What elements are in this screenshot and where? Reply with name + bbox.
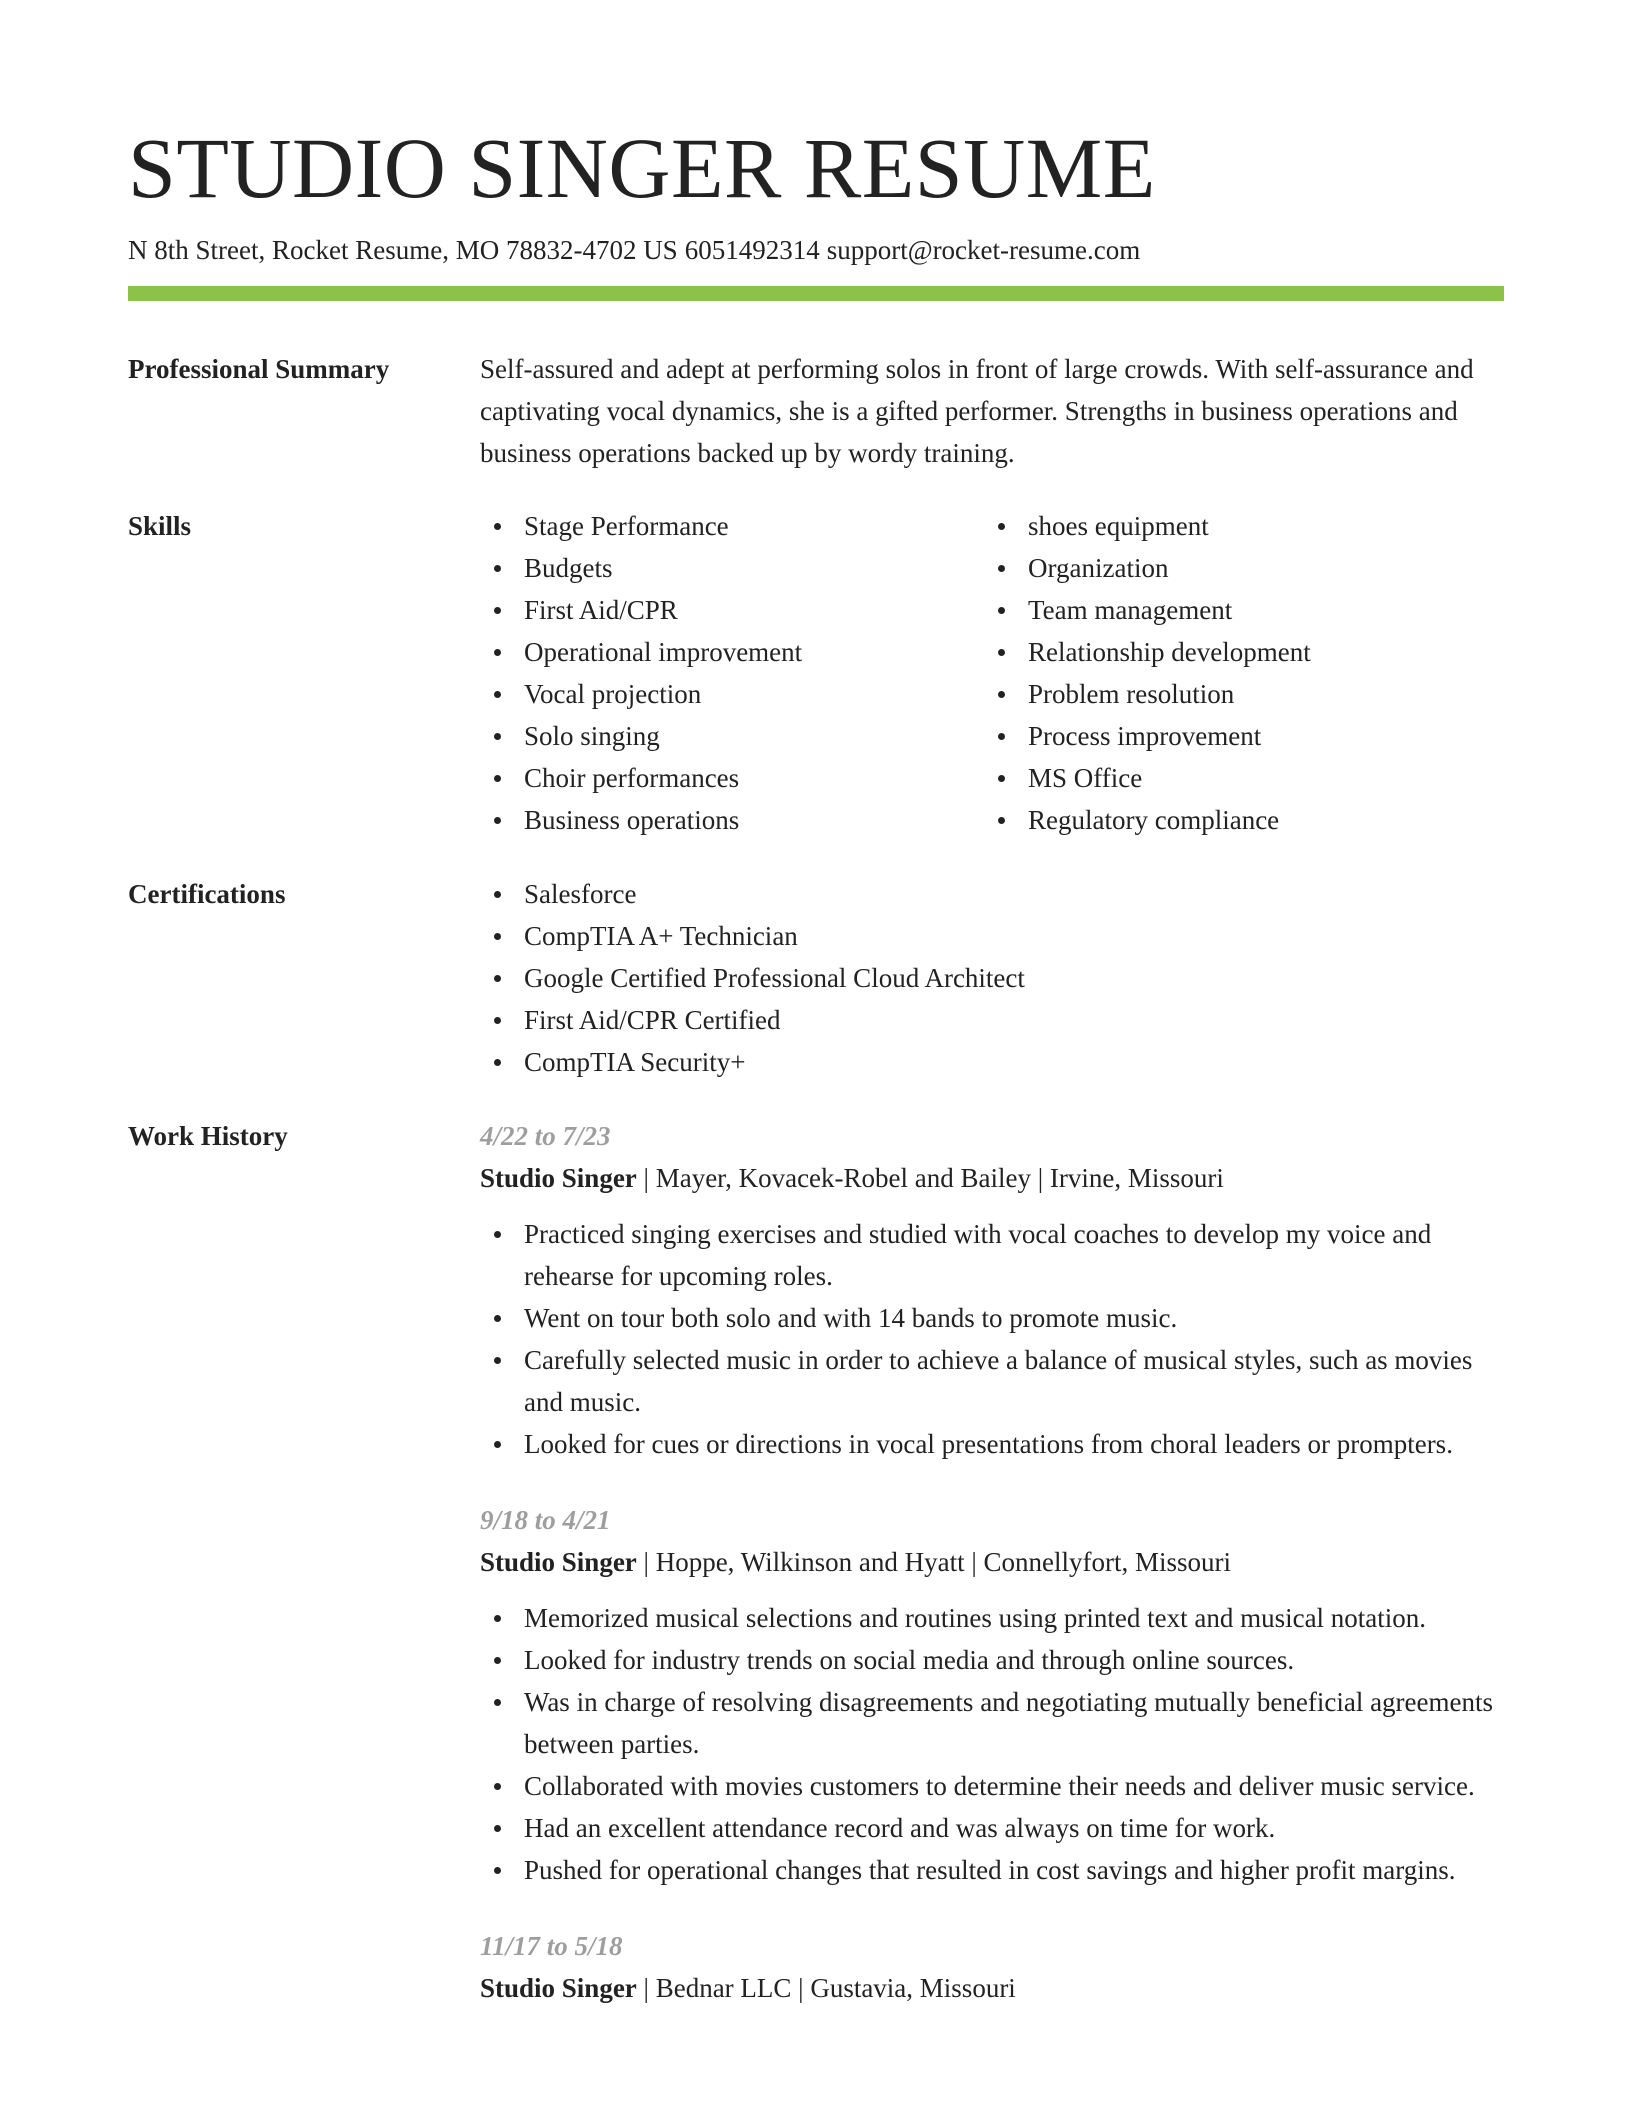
resume-title: STUDIO SINGER RESUME <box>128 120 1156 216</box>
job-bullet: Carefully selected music in order to achieve a balance of musical styles, such as movies and music. <box>480 1339 1504 1423</box>
certification-item: Google Certified Professional Cloud Architect <box>480 957 1504 999</box>
skill-item: Stage Performance <box>480 505 984 547</box>
summary-text: Self-assured and adept at performing solos in front of large crowds. With self-assurance and captivating vocal dynamics, she is a gifted performer. Strengths in business operations and business operations backed up by wordy training. <box>480 354 1474 468</box>
skill-item: Regulatory compliance <box>984 799 1488 841</box>
job-details: | Hoppe, Wilkinson and Hyatt | Connellyfort, Missouri <box>636 1547 1231 1577</box>
skill-item: Solo singing <box>480 715 984 757</box>
job-dates: 4/22 to 7/23 <box>480 1121 611 1151</box>
skill-item: Budgets <box>480 547 984 589</box>
skill-item: Business operations <box>480 799 984 841</box>
job-heading <box>480 1541 1504 1583</box>
job-dates: 9/18 to 4/21 <box>480 1505 611 1535</box>
contact-address: N 8th Street, Rocket Resume, MO 78832-4702 US <box>128 235 678 265</box>
job-heading <box>480 1967 1504 2009</box>
skill-item: Operational improvement <box>480 631 984 673</box>
job-bullet: Memorized musical selections and routines using printed text and musical notation. <box>480 1597 1504 1639</box>
skill-item: Relationship development <box>984 631 1488 673</box>
job-bullet: Had an excellent attendance record and was always on time for work. <box>480 1807 1504 1849</box>
job-details: | Mayer, Kovacek-Robel and Bailey | Irvine, Missouri <box>636 1163 1224 1193</box>
job-bullet: Collaborated with movies customers to determine their needs and deliver music service. <box>480 1765 1504 1807</box>
job-title: Studio Singer <box>480 1547 637 1577</box>
skill-item: Team management <box>984 589 1488 631</box>
certification-item: CompTIA Security+ <box>480 1041 1504 1083</box>
certification-item: Salesforce <box>480 873 1504 915</box>
contact-phone: 6051492314 <box>684 235 820 265</box>
work-history-heading: Work History <box>128 1121 288 1151</box>
job-title: Studio Singer <box>480 1973 637 2003</box>
job-entry <box>480 1499 1504 1891</box>
job-title: Studio Singer <box>480 1163 637 1193</box>
skills-body <box>480 505 1504 841</box>
skills-list-left <box>480 505 984 841</box>
job-bullets <box>480 1213 1504 1465</box>
skill-item: First Aid/CPR <box>480 589 984 631</box>
summary-heading: Professional Summary <box>128 354 390 384</box>
certification-item: CompTIA A+ Technician <box>480 915 1504 957</box>
skill-item: Process improvement <box>984 715 1488 757</box>
certifications-body <box>480 873 1504 1083</box>
contact-email: support@rocket-resume.com <box>826 235 1141 265</box>
skill-item: MS Office <box>984 757 1488 799</box>
certifications-heading: Certifications <box>128 879 286 909</box>
summary-body <box>480 348 1504 474</box>
work-history-body <box>480 1115 1504 2043</box>
certification-item: First Aid/CPR Certified <box>480 999 1504 1041</box>
job-bullet: Was in charge of resolving disagreements and negotiating mutually beneficial agreements between parties. <box>480 1681 1504 1765</box>
job-bullet: Practiced singing exercises and studied with vocal coaches to develop my voice and rehearse for upcoming roles. <box>480 1213 1504 1297</box>
job-details: | Bednar LLC | Gustavia, Missouri <box>636 1973 1016 2003</box>
certifications-list <box>480 873 1504 1083</box>
skill-item: Problem resolution <box>984 673 1488 715</box>
job-bullet: Went on tour both solo and with 14 bands to promote music. <box>480 1297 1504 1339</box>
job-heading <box>480 1157 1504 1199</box>
job-bullet: Looked for cues or directions in vocal presentations from choral leaders or prompters. <box>480 1423 1504 1465</box>
skill-item: shoes equipment <box>984 505 1488 547</box>
job-bullet: Looked for industry trends on social media and through online sources. <box>480 1639 1504 1681</box>
job-entry <box>480 1115 1504 1465</box>
job-dates: 11/17 to 5/18 <box>480 1931 623 1961</box>
job-entry <box>480 1925 1504 2009</box>
skills-list-right <box>984 505 1488 841</box>
job-bullet: Pushed for operational changes that resulted in cost savings and higher profit margins. <box>480 1849 1504 1891</box>
skills-heading: Skills <box>128 511 192 541</box>
contact-line <box>128 232 1140 268</box>
skill-item: Choir performances <box>480 757 984 799</box>
accent-divider <box>128 286 1504 301</box>
skill-item: Vocal projection <box>480 673 984 715</box>
job-bullets <box>480 1597 1504 1891</box>
skill-item: Organization <box>984 547 1488 589</box>
